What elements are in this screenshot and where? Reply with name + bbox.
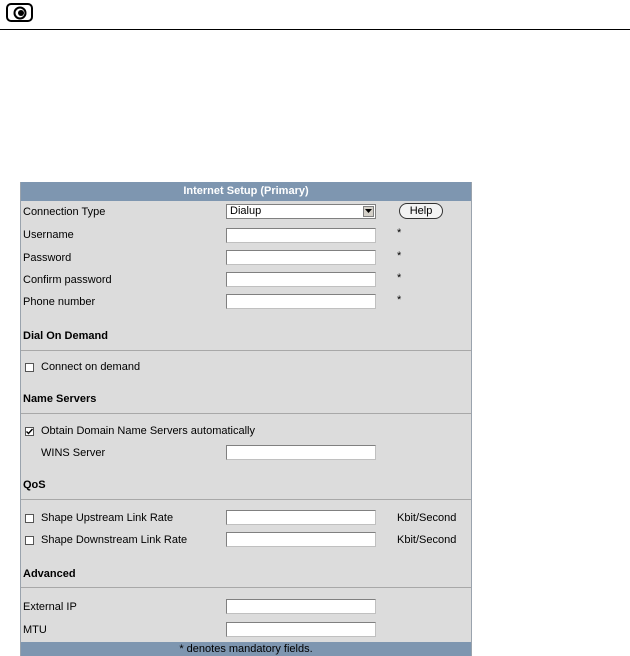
obtain-dns-checkbox[interactable]	[25, 427, 34, 436]
upstream-rate-input[interactable]	[226, 510, 376, 525]
external-ip-input[interactable]	[226, 599, 376, 614]
downstream-unit-label: Kbit/Second	[397, 534, 457, 546]
phone-mandatory-mark: *	[397, 294, 402, 306]
wins-server-label: WINS Server	[41, 447, 106, 459]
mtu-input[interactable]	[226, 622, 376, 637]
phone-number-label: Phone number	[23, 296, 96, 308]
chevron-down-icon[interactable]	[363, 206, 374, 217]
phone-number-input[interactable]	[226, 294, 376, 309]
username-input[interactable]	[226, 228, 376, 243]
connect-on-demand-label: Connect on demand	[41, 361, 141, 373]
checkmark-icon	[26, 428, 33, 435]
advanced-heading: Advanced	[23, 568, 76, 580]
name-servers-heading: Name Servers	[23, 393, 97, 405]
shape-downstream-checkbox[interactable]	[25, 536, 34, 545]
password-label: Password	[23, 252, 72, 264]
dial-on-demand-heading: Dial On Demand	[23, 330, 108, 342]
external-ip-label: External IP	[23, 601, 77, 613]
mandatory-footer: * denotes mandatory fields.	[21, 642, 471, 656]
qos-heading: QoS	[23, 479, 46, 491]
confirm-password-label: Confirm password	[23, 274, 112, 286]
obtain-dns-label: Obtain Domain Name Servers automatically	[41, 425, 255, 437]
logo-icon	[6, 3, 33, 22]
shape-downstream-label: Shape Downstream Link Rate	[41, 534, 188, 546]
section-divider	[21, 499, 471, 500]
username-label: Username	[23, 229, 74, 241]
confirm-mandatory-mark: *	[397, 272, 402, 284]
top-bar	[0, 0, 630, 30]
help-button[interactable]: Help	[399, 203, 443, 219]
section-divider	[21, 413, 471, 414]
shape-upstream-checkbox[interactable]	[25, 514, 34, 523]
confirm-password-input[interactable]	[226, 272, 376, 287]
connection-type-value: Dialup	[230, 205, 262, 217]
top-divider	[0, 29, 630, 30]
section-divider	[21, 587, 471, 588]
shape-upstream-label: Shape Upstream Link Rate	[41, 512, 174, 524]
mtu-label: MTU	[23, 624, 47, 636]
connection-type-label: Connection Type	[23, 206, 106, 218]
downstream-rate-input[interactable]	[226, 532, 376, 547]
panel-title: Internet Setup (Primary)	[21, 182, 471, 201]
wins-server-input[interactable]	[226, 445, 376, 460]
password-mandatory-mark: *	[397, 250, 402, 262]
connection-type-select[interactable]	[226, 204, 376, 219]
internet-setup-panel	[20, 182, 472, 656]
upstream-unit-label: Kbit/Second	[397, 512, 457, 524]
section-divider	[21, 350, 471, 351]
connect-on-demand-checkbox[interactable]	[25, 363, 34, 372]
username-mandatory-mark: *	[397, 227, 402, 239]
password-input[interactable]	[226, 250, 376, 265]
